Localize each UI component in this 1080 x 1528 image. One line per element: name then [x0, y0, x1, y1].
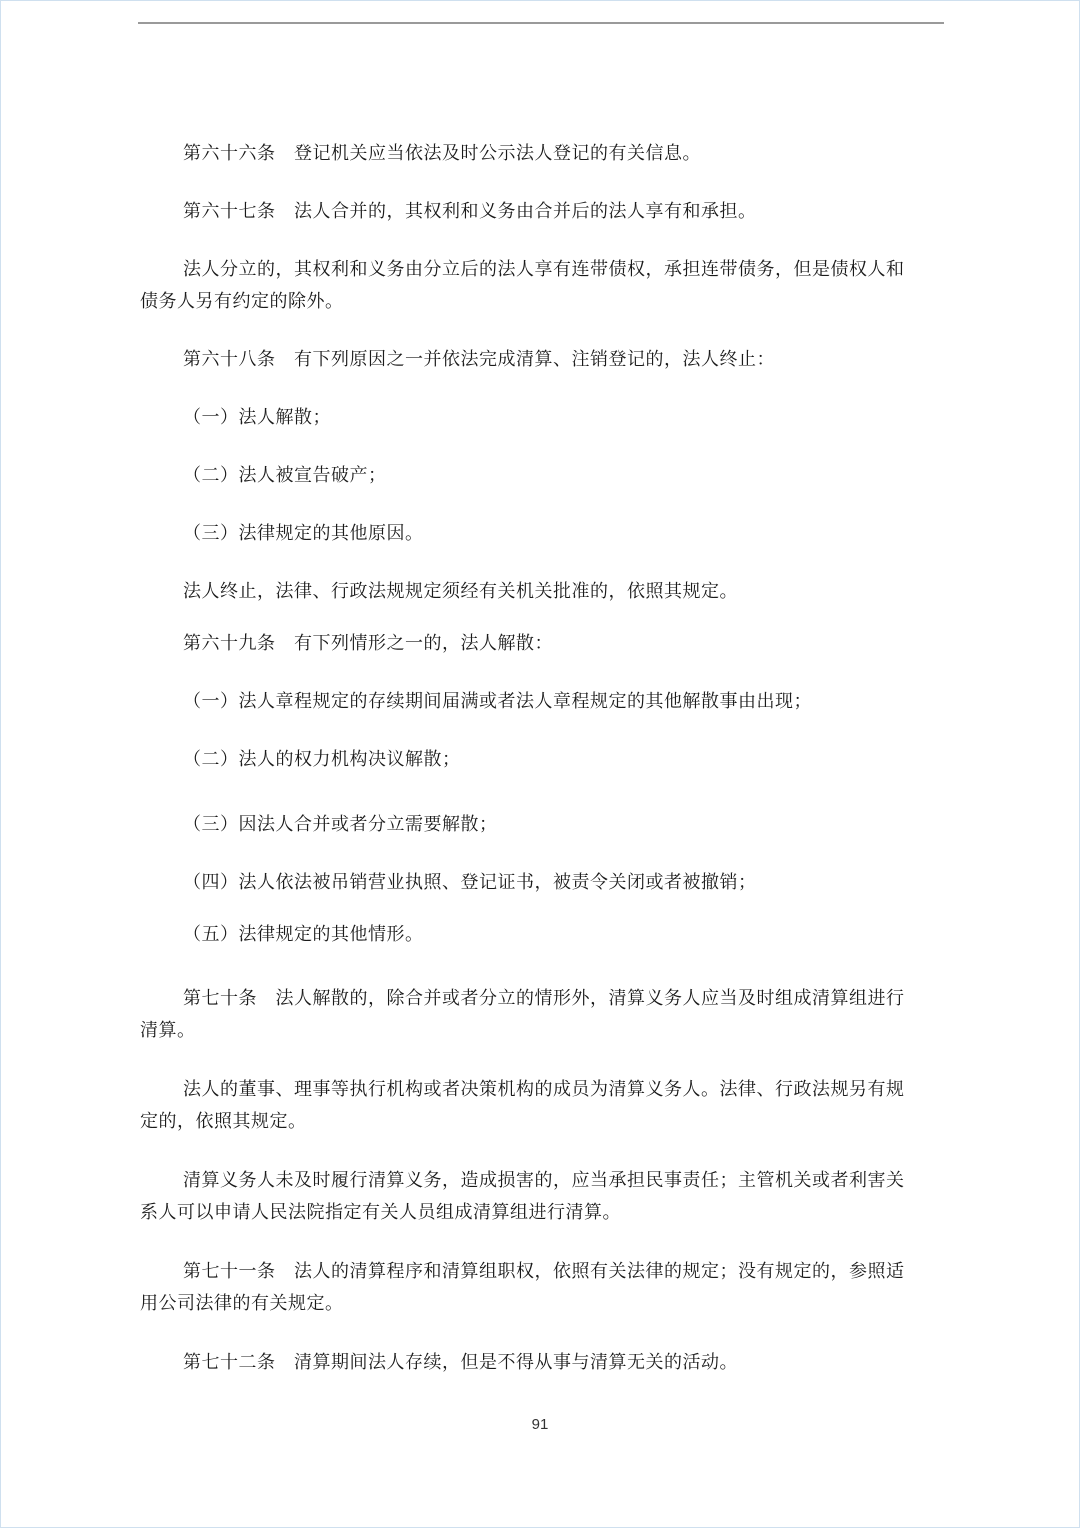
article-67-para-2-line-2: 债务人另有约定的除外。: [140, 291, 344, 312]
article-70-line-2: 清算。: [140, 1020, 196, 1041]
article-69-item-1: （一）法人章程规定的存续期间届满或者法人章程规定的其他解散事由出现；: [183, 691, 812, 712]
article-70-para-2-line-1: 法人的董事、理事等执行机构或者决策机构的成员为清算义务人。法律、行政法规另有规: [183, 1079, 905, 1100]
article-70-para-3-line-2: 系人可以申请人民法院指定有关人员组成清算组进行清算。: [140, 1202, 621, 1223]
article-68-para-2: 法人终止，法律、行政法规规定须经有关机关批准的，依照其规定。: [183, 581, 738, 602]
page-number: 91: [531, 1416, 549, 1433]
article-68-item-2: （二）法人被宣告破产；: [183, 465, 387, 486]
article-68-item-1: （一）法人解散；: [183, 407, 331, 428]
article-66: 第六十六条 登记机关应当依法及时公示法人登记的有关信息。: [183, 143, 701, 164]
article-69-item-3: （三）因法人合并或者分立需要解散；: [183, 814, 498, 835]
article-70-para-2-line-2: 定的，依照其规定。: [140, 1111, 307, 1132]
article-72: 第七十二条 清算期间法人存续，但是不得从事与清算无关的活动。: [183, 1352, 738, 1373]
article-68: 第六十八条 有下列原因之一并依法完成清算、注销登记的，法人终止：: [183, 349, 775, 370]
article-70-para-3-line-1: 清算义务人未及时履行清算义务，造成损害的，应当承担民事责任；主管机关或者利害关: [183, 1170, 905, 1191]
article-68-item-3: （三）法律规定的其他原因。: [183, 523, 424, 544]
article-71-line-2: 用公司法律的有关规定。: [140, 1293, 344, 1314]
article-69: 第六十九条 有下列情形之一的，法人解散：: [183, 633, 553, 654]
article-71-line-1: 第七十一条 法人的清算程序和清算组职权，依照有关法律的规定；没有规定的，参照适: [183, 1261, 905, 1282]
article-69-item-2: （二）法人的权力机构决议解散；: [183, 749, 461, 770]
article-69-item-4: （四）法人依法被吊销营业执照、登记证书，被责令关闭或者被撤销；: [183, 872, 757, 893]
article-67-para-2-line-1: 法人分立的，其权利和义务由分立后的法人享有连带债权，承担连带债务，但是债权人和: [183, 259, 905, 280]
article-70-line-1: 第七十条 法人解散的，除合并或者分立的情形外，清算义务人应当及时组成清算组进行: [183, 988, 905, 1009]
article-67: 第六十七条 法人合并的，其权利和义务由合并后的法人享有和承担。: [183, 201, 757, 222]
header-rule: [138, 22, 944, 24]
article-69-item-5: （五）法律规定的其他情形。: [183, 924, 424, 945]
